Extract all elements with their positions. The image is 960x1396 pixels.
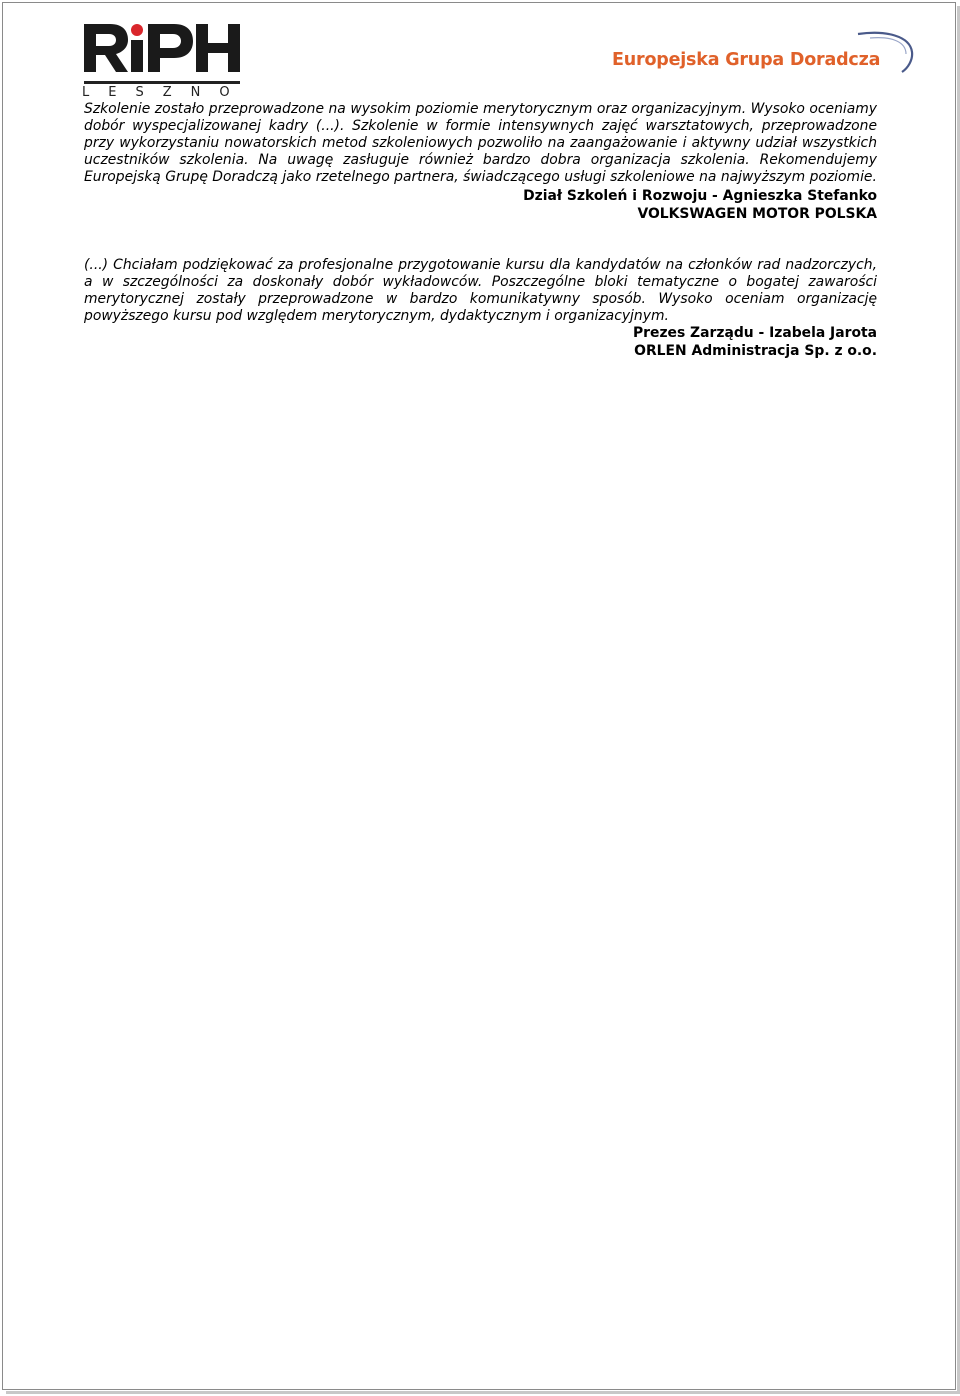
testimonial-text: Szkolenie zostało przeprowadzone na wysokim poziomie merytorycznym oraz organizacyjnym. Wysoko oceniamy dobór wyspecjalizowanej kadry (...). Szkolenie w formie intensywnych zajęć warsztatowych, przeprowadzone przy wykorzystaniu nowatorskich metod szkoleniowych pozwoliło na zaangażowanie i aktywny udział wszystkich uczestników szkolenia. Na uwagę zasługuje również bardzo dobra organizacja szkolenia. Rekomendujemy Europejską Grupę Doradczą jako rzetelnego partnera, świadczącego usługi szkoleniowe na najwyższym poziomie.: [84, 101, 877, 186]
riph-logo-divider: [84, 81, 240, 84]
testimonial-signature-name: Dział Szkoleń i Rozwoju - Agnieszka Stefanko: [523, 188, 877, 205]
egd-logo: [608, 28, 916, 78]
riph-logo-subtitle: LESZNO: [82, 85, 249, 100]
testimonial-signature-company: VOLKSWAGEN MOTOR POLSKA: [637, 205, 877, 222]
testimonial-signature-name: Prezes Zarządu - Izabela Jarota: [633, 325, 877, 342]
riph-logo-mark: [82, 20, 242, 76]
riph-leszno-logo: [82, 20, 249, 100]
testimonials: [84, 101, 877, 360]
egd-logo-text: Europejska Grupa Doradcza: [612, 50, 881, 70]
testimonial-signature-company: ORLEN Administracja Sp. z o.o.: [634, 342, 877, 359]
testimonial-text: (...) Chciałam podziękować za profesjonalne przygotowanie kursu dla kandydatów na członków rad nadzorczych, a w szczególności za doskonały dobór wykładowców. Poszczególne bloki tematyczne o bogatej zawarości merytorycznej zostały przeprowadzone w bardzo komunikatywny sposób. Wysoko oceniam organizację powyższego kursu pod względem merytorycznym, dydaktycznym i organizacyjnym.: [84, 257, 877, 325]
